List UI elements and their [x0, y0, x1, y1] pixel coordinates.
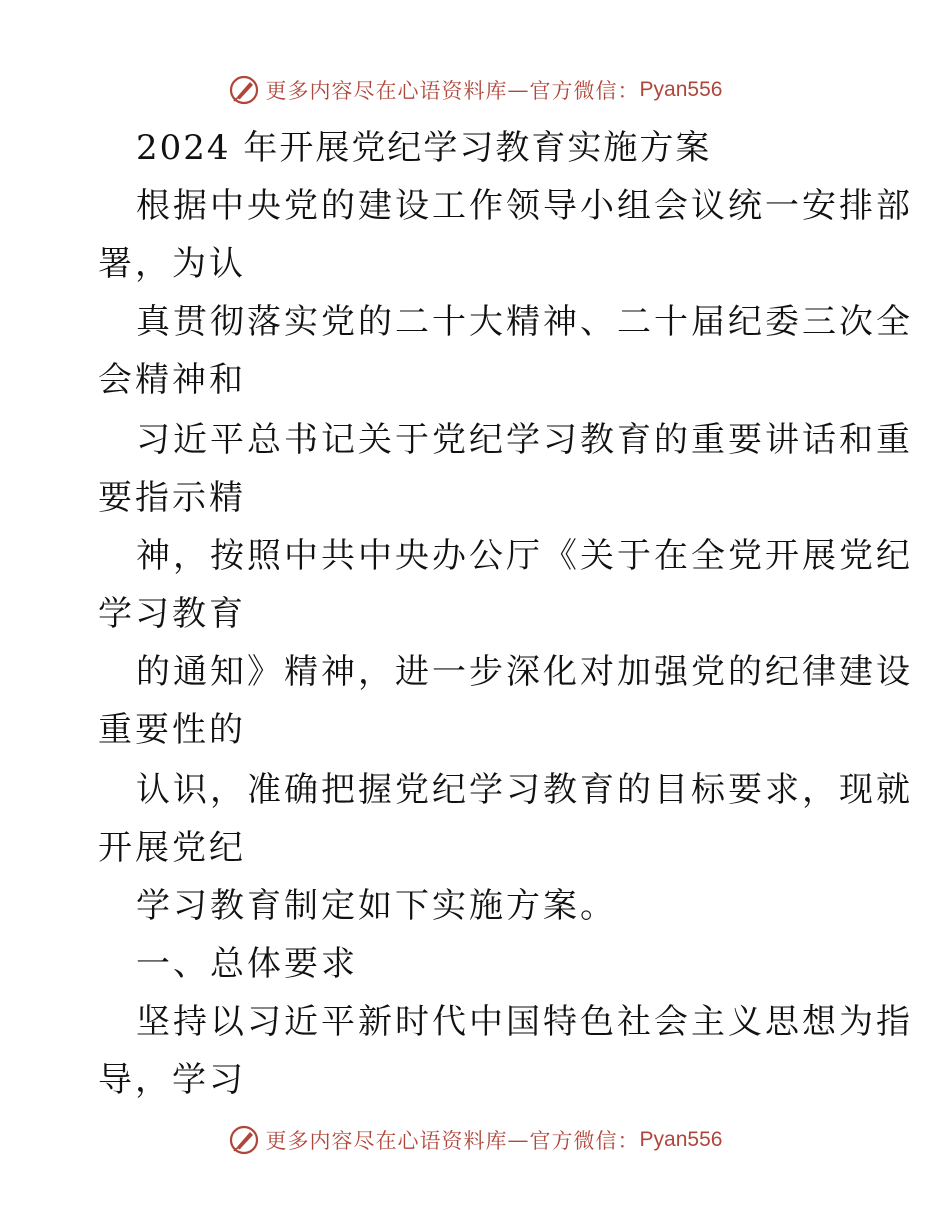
- watermark-brand: 更多内容尽在心语资料库: [265, 1129, 508, 1153]
- text-line: 习近平总书记关于党纪学习教育的重要讲话和重: [136, 420, 913, 460]
- text-line: 认识，准确把握党纪学习教育的目标要求，现就: [136, 770, 913, 810]
- text-line: 重要性的: [98, 710, 246, 750]
- text-line: 署，为认: [98, 244, 246, 284]
- watermark-brand: 更多内容尽在心语资料库: [265, 79, 508, 103]
- text-line: 学习教育: [98, 594, 246, 634]
- text-line: 坚持以习近平新时代中国特色社会主义思想为指: [136, 1002, 913, 1042]
- text-line: 的通知》精神，进一步深化对加强党的纪律建设: [136, 652, 913, 692]
- watermark-wechat-id: Pyan556: [639, 1128, 723, 1151]
- watermark-separator: —: [507, 78, 530, 102]
- text-line: 学习教育制定如下实施方案。: [136, 886, 617, 926]
- text-line: 会精神和: [98, 360, 246, 400]
- watermark-separator: —: [507, 1128, 530, 1152]
- text-line: 要指示精: [98, 478, 246, 518]
- text-line: 导，学习: [98, 1060, 246, 1100]
- watermark-wechat-label: 官方微信：: [529, 1129, 640, 1153]
- text-line: 根据中央党的建设工作领导小组会议统一安排部: [136, 186, 913, 226]
- watermark-wechat-id: Pyan556: [639, 78, 723, 101]
- watermark-wechat-label: 官方微信：: [529, 79, 640, 103]
- text-line: 神，按照中共中央办公厅《关于在全党开展党纪: [136, 536, 913, 576]
- quill-pen-logo-icon: [228, 1124, 260, 1156]
- text-line: 真贯彻落实党的二十大精神、二十届纪委三次全: [136, 302, 913, 342]
- text-line: 开展党纪: [98, 828, 246, 868]
- section-heading: 一、总体要求: [136, 944, 358, 984]
- document-title: 2024 年开展党纪学习教育实施方案: [136, 128, 712, 168]
- footer-watermark: [0, 1120, 950, 1160]
